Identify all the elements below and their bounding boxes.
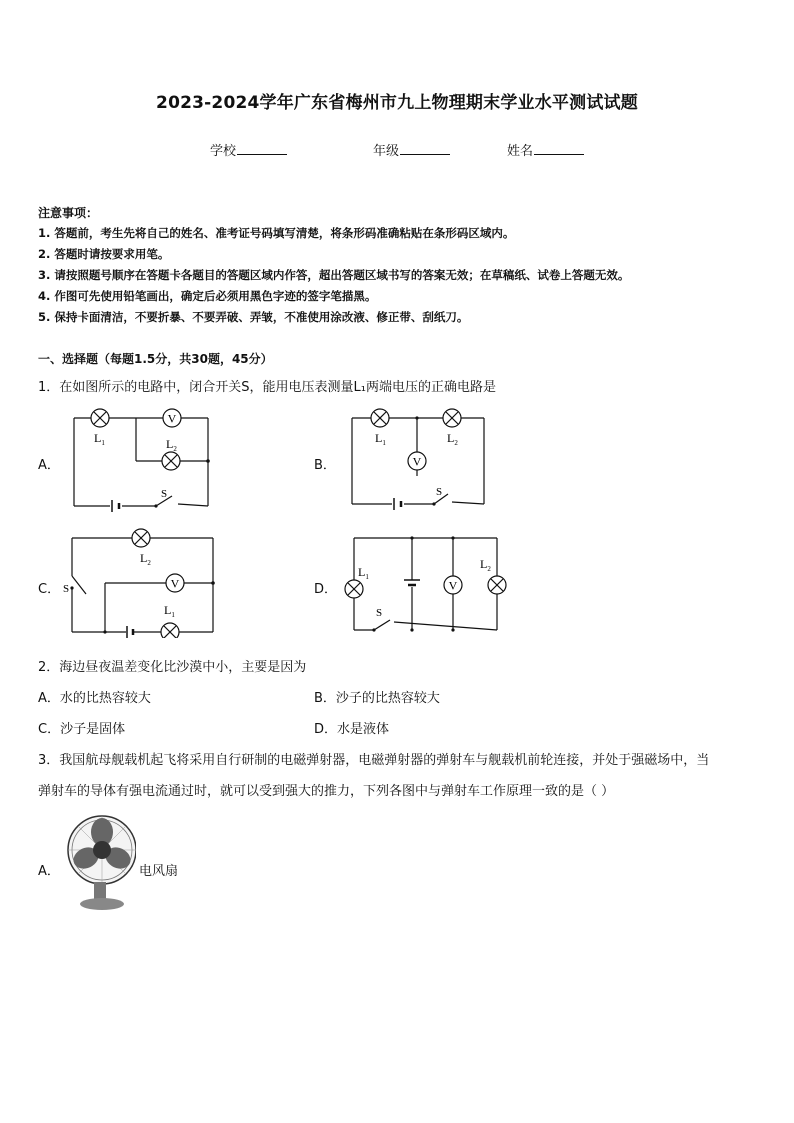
lamp-l2-label: $L_2$ — [166, 437, 177, 453]
q2-stem: 2．海边昼夜温差变化比沙漠中小，主要是因为 — [38, 660, 307, 675]
q2-option-c: C．沙子是固体 — [38, 722, 126, 737]
school-blank — [237, 142, 287, 155]
name-label: 姓名 — [507, 144, 534, 159]
q3-stem-line2: 弹射车的导体有强电流通过时，就可以受到强大的推力，下列各图中与弹射车工作原理一致的是（ ） — [38, 784, 615, 799]
switch-label: S — [436, 486, 443, 498]
q3-stem-line1: 3．我国航母舰载机起飞将采用自行研制的电磁弹射器，电磁弹射器的弹射车与舰载机前轮连接，并处于强磁场中，当 — [38, 753, 710, 768]
circuit-diagram-a — [66, 404, 216, 512]
q3-option-a-label: A． — [38, 864, 60, 879]
lamp-l2-label: $L_2$ — [140, 551, 151, 567]
electric-fan-icon — [64, 812, 136, 912]
q1-option-b-label: B． — [314, 458, 336, 473]
notice-heading: 注意事项： — [38, 206, 99, 220]
q2-option-a: A．水的比热容较大 — [38, 691, 151, 706]
circuit-diagram-b — [344, 404, 494, 512]
q1-stem: 1．在如图所示的电路中，闭合开关S，能用电压表测量L₁两端电压的正确电路是 — [38, 380, 496, 395]
q3-option-a-text: 电风扇 — [139, 864, 179, 879]
grade-blank — [400, 142, 450, 155]
circuit-diagram-d — [340, 530, 510, 636]
lamp-l1-label: $L_1$ — [164, 603, 175, 619]
voltmeter-label: V — [448, 578, 458, 593]
school-label: 学校 — [210, 144, 237, 159]
name-blank — [534, 142, 584, 155]
q2-option-d: D．水是液体 — [314, 722, 390, 737]
q2-option-b: B．沙子的比热容较大 — [314, 691, 440, 706]
notice-item: 3. 请按照题号顺序在答题卡各题目的答题区域内作答，超出答题区域书写的答案无效；在草稿纸、试卷上答题无效。 — [38, 268, 630, 282]
notice-item: 5. 保持卡面清洁，不要折暴、不要弄破、弄皱，不准使用涂改液、修正带、刮纸刀。 — [38, 310, 469, 324]
lamp-l1-label: $L_1$ — [358, 565, 369, 581]
notice-item: 4. 作图可先使用铅笔画出，确定后必须用黑色字迹的签字笔描黑。 — [38, 289, 377, 303]
notice-item: 2. 答题时请按要求用笔。 — [38, 247, 170, 261]
lamp-l2-label: $L_2$ — [480, 557, 491, 573]
q1-option-d-label: D． — [314, 582, 338, 597]
section-heading: 一、选择题（每题1.5分，共30题，45分） — [38, 352, 273, 366]
lamp-l2-label: $L_2$ — [447, 431, 458, 447]
switch-label: S — [161, 488, 168, 500]
lamp-l1-label: $L_1$ — [375, 431, 386, 447]
voltmeter-label: V — [170, 576, 180, 591]
page-title: 2023-2024学年广东省梅州市九上物理期末学业水平测试试题 — [156, 93, 638, 113]
q1-option-a-label: A． — [38, 458, 60, 473]
switch-label: S — [376, 607, 383, 619]
lamp-l1-label: $L_1$ — [94, 431, 105, 447]
notice-item: 1. 答题前，考生先将自己的姓名、准考证号码填写清楚，将条形码准确粘贴在条形码区域内。 — [38, 226, 515, 240]
switch-label: S — [63, 583, 70, 595]
school-field — [210, 140, 287, 159]
name-field — [507, 140, 584, 159]
grade-label: 年级 — [373, 144, 400, 159]
grade-field — [373, 140, 450, 159]
q1-option-c-label: C． — [38, 582, 61, 597]
circuit-diagram-c — [58, 526, 218, 638]
voltmeter-label: V — [412, 454, 422, 469]
voltmeter-label: V — [167, 411, 177, 426]
